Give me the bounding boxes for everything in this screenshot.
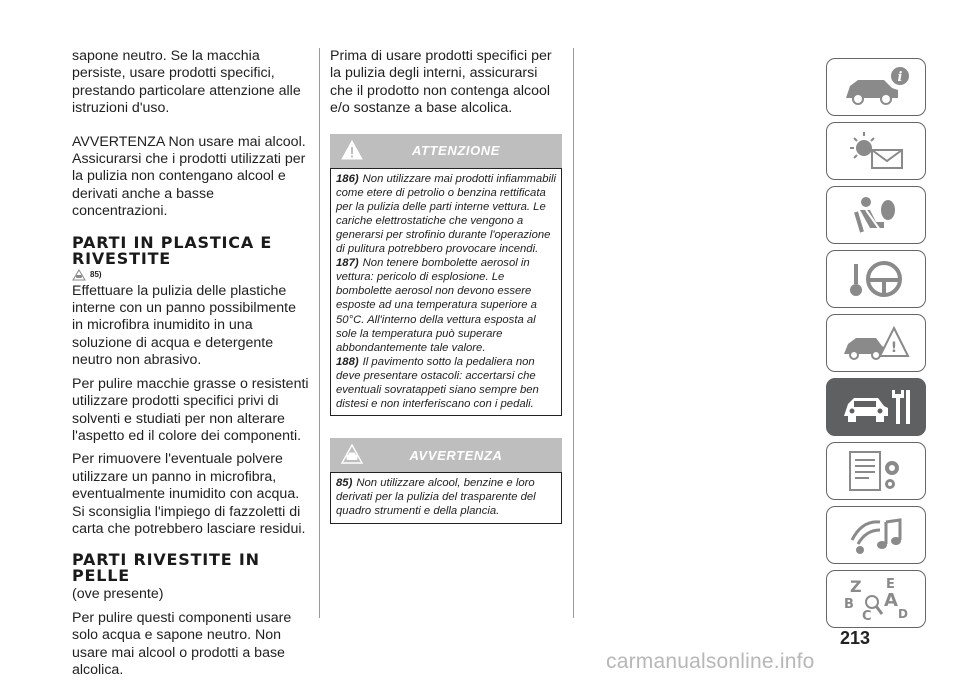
attention-item [336, 355, 556, 411]
tab-maintenance[interactable] [826, 378, 926, 436]
svg-text:i: i [897, 70, 903, 85]
seat-airbag-icon [836, 192, 916, 238]
attention-box-header [330, 134, 562, 168]
caution-ref-number: 85) [90, 270, 102, 280]
tab-car-info[interactable] [826, 58, 926, 116]
section-title-leather: PARTI RIVESTITE IN PELLE [72, 550, 260, 586]
warning-triangle-icon [340, 139, 364, 161]
plastic-paragraph-1: Effettuare la pulizia delle plastiche interne con un panno possibilmente in microfibra inumidito in una soluzione di acqua e detergente neutro non abrasivo. [72, 282, 297, 369]
column-divider-right [573, 48, 574, 618]
document-gear-icon [836, 448, 916, 494]
intro-paragraph: sapone neutro. Se la macchia persiste, usare prodotti specifici, prestando particolare attenzione alle istruzioni d'uso. [72, 48, 301, 117]
media-music-icon [836, 512, 916, 558]
interior-intro-paragraph: Prima di usare prodotti specifici per la pulizia degli interni, assicurarsi che il prodotto non contenga alcool e/o sostanze a base alcolica. [330, 48, 552, 117]
car-caution-icon [340, 443, 364, 465]
watermark: carmanualsonline.info [606, 650, 815, 673]
caution-box-body [330, 472, 562, 523]
attention-box-body [330, 168, 562, 417]
alcohol-warning-paragraph: AVVERTENZA Non usare mai alcool. Assicurarsi che i prodotti utilizzati per la pulizia non contengano alcool e derivati anche a basse concentrazioni. [72, 133, 306, 220]
leather-paragraph-2: Per pulire questi componenti usare solo acqua e sapone neutro. Non usare mai alcool o prodotti a base alcolica. [72, 609, 292, 678]
tab-multimedia[interactable] [826, 506, 926, 564]
item-text: Non utilizzare mai prodotti infiammabili come etere di petrolio o benzina rettificata per la pulizia delle parti interne vettura. Le cariche elettrostatiche che vengono a generarsi per strofinio durante l'operazione di pulitura potrebbero provocare incendi. [336, 172, 557, 256]
item-number: 186) [336, 172, 359, 185]
car-wrench-icon [836, 384, 916, 430]
item-text: Il pavimento sotto la pedaliera non deve presentare ostacoli: accertarsi che eventuali sovratappeti siano sempre ben distesi e non interferiscano con i pedali. [336, 355, 539, 411]
caution-box-header [330, 438, 562, 472]
tab-technical-data[interactable] [826, 442, 926, 500]
caution-reference [72, 269, 310, 281]
left-column [72, 48, 310, 685]
index-letter: E [886, 577, 895, 592]
svg-text:!: ! [890, 340, 898, 356]
item-number: 187) [336, 257, 359, 270]
attention-item [336, 172, 556, 257]
lights-message-icon [836, 128, 916, 174]
page-number: 213 [839, 628, 871, 648]
item-number: 188) [336, 355, 359, 368]
car-info-icon [836, 64, 916, 110]
tab-lights-messages[interactable] [826, 122, 926, 180]
car-crash-warning-icon [836, 320, 916, 366]
right-column [330, 48, 562, 524]
tab-emergency[interactable] [826, 314, 926, 372]
section-title-plastic: PARTI IN PLASTICA E RIVESTITE [72, 232, 273, 268]
attention-title: ATTENZIONE [411, 143, 501, 159]
item-text: Non tenere bombolette aerosol in vettura: pericolo di esplosione. Le bombolette aerosol non devono essere esposte ad una temperatura superiore a 50°C. All'interno della vettura esposta al sole la temperatura può superare abbondantemente tale valore. [336, 257, 537, 354]
tab-index[interactable] [826, 570, 926, 628]
caution-item [336, 476, 556, 518]
index-letter: D [898, 607, 908, 621]
index-letter: A [884, 590, 898, 611]
chapter-tabs [826, 58, 930, 634]
tab-starting-driving[interactable] [826, 250, 926, 308]
key-steering-wheel-icon [836, 256, 916, 302]
index-letters-icon [836, 574, 916, 624]
column-divider-left [319, 48, 320, 618]
index-letter: C [862, 609, 872, 624]
index-letter: Z [850, 577, 862, 596]
leather-paragraph-1: (ove presente) [72, 586, 164, 603]
item-text: Non utilizzare alcool, benzine e loro derivati per la pulizia del trasparente del quadro strumenti e della plancia. [336, 477, 536, 518]
car-caution-icon [72, 269, 86, 281]
caution-title: AVVERTENZA [409, 447, 503, 463]
tab-safety[interactable] [826, 186, 926, 244]
index-letter: B [844, 597, 854, 612]
item-number: 85) [336, 477, 353, 490]
plastic-paragraph-2: Per pulire macchie grasse o resistenti utilizzare prodotti specifici privi di solventi e studiati per non alterare l'aspetto ed il colore dei componenti. [72, 375, 309, 444]
plastic-paragraph-3: Per rimuovere l'eventuale polvere utilizzare un panno in microfibra, eventualmente inumidito con acqua. Si sconsiglia l'impiego di fazzoletti di carta che potrebbero lasciare residui. [72, 451, 306, 537]
attention-item [336, 256, 556, 355]
